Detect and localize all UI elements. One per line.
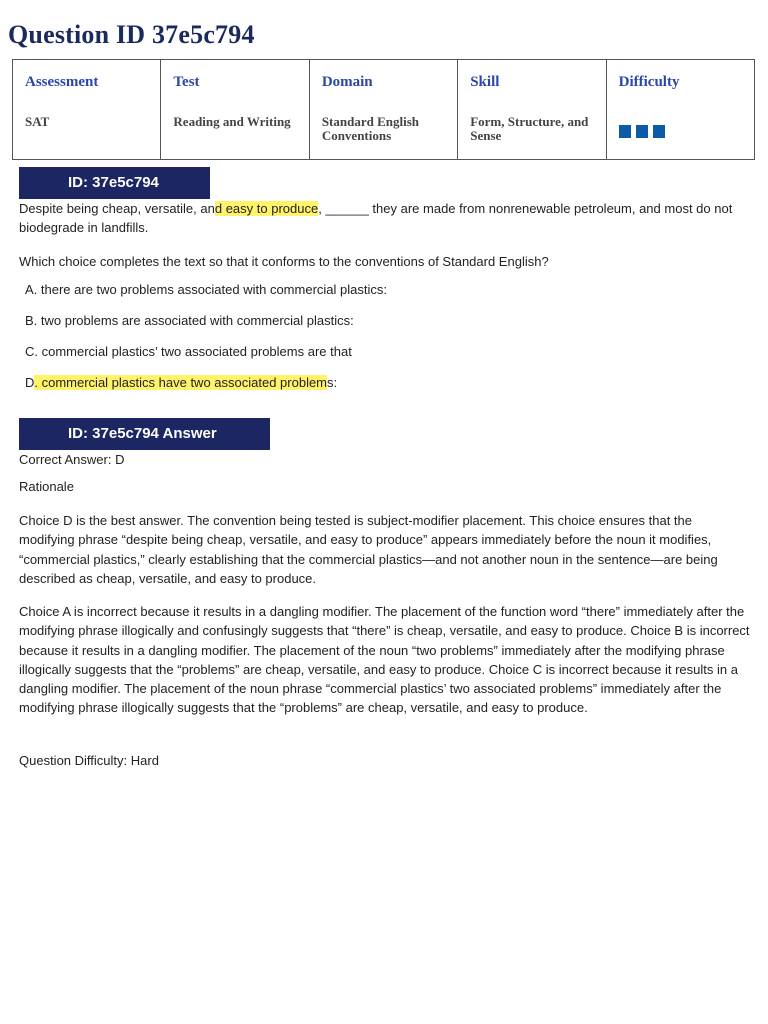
- choice-d-end: s:: [327, 375, 338, 390]
- meta-value-domain: Standard English Conventions: [321, 114, 419, 143]
- answer-id-banner: ID: 37e5c794 Answer: [19, 418, 270, 450]
- choice-b[interactable]: B. two problems are associated with commercial plastics:: [25, 313, 354, 328]
- question-difficulty: Question Difficulty: Hard: [19, 753, 159, 768]
- rationale-label: Rationale: [19, 479, 74, 494]
- correct-answer: Correct Answer: D: [19, 452, 125, 467]
- page-title: Question ID 37e5c794: [8, 20, 255, 49]
- rationale-paragraph-1: Choice D is the best answer. The convention being tested is subject-modifier placement. This choice ensures that the modifying phrase “despite being cheap, versatile, and easy to produce” appears immediately before the noun it modifies, “commercial plastics,” clearly establishing that the commercial plastics—and not another noun in the sentence—are being described as cheap, versatile, and easy to produce.: [19, 513, 718, 586]
- difficulty-square-icon: [636, 125, 648, 138]
- question-id-banner: ID: 37e5c794: [19, 167, 210, 199]
- meta-header-difficulty: Difficulty: [618, 74, 680, 90]
- question-prompt: Which choice completes the text so that it conforms to the conventions of Standard English?: [19, 254, 549, 269]
- meta-assessment: [13, 60, 161, 159]
- passage-text-end: , ______ they are made from nonrenewable petroleum, and most do not biodegrade in landfills.: [19, 201, 733, 236]
- passage-text-start: Despite being cheap, versatile, an: [19, 201, 215, 216]
- rationale-paragraph-2: Choice A is incorrect because it results in a dangling modifier. The placement of the function word “there” immediately after the modifying phrase illogically and confusingly suggests that “there” is cheap, versatile, and easy to produce. Choice B is incorrect because it results in a dangling modifier. The placement of the noun “two problems” immediately after the modifying phrase illogically suggests that the “problems” are cheap, versatile, and easy to produce. Choice C is incorrect because it results in a dangling modifier. The placement of the noun phrase “commercial plastics’ two associated problems” immediately after the modifying phrase illogically suggests that the “problems” are cheap, versatile, and easy to produce.: [19, 604, 750, 716]
- choice-d-letter: D: [25, 375, 35, 390]
- choice-d-highlight: . commercial plastics have two associated problem: [34, 375, 328, 390]
- choice-d[interactable]: [25, 373, 337, 392]
- question-passage: [19, 199, 751, 238]
- meta-value-skill: Form, Structure, and Sense: [470, 114, 589, 143]
- meta-test: [161, 60, 309, 159]
- meta-header-domain: Domain: [321, 74, 373, 90]
- meta-header-skill: Skill: [470, 74, 500, 90]
- meta-skill: [458, 60, 606, 159]
- question-metadata-table: [12, 59, 755, 160]
- meta-value-test: Reading and Writing: [173, 114, 291, 129]
- choice-a[interactable]: A. there are two problems associated with commercial plastics:: [25, 282, 387, 297]
- meta-value-assessment: SAT: [25, 114, 50, 129]
- meta-header-test: Test: [173, 74, 200, 90]
- meta-header-assessment: Assessment: [25, 74, 99, 90]
- difficulty-indicator: [619, 125, 665, 138]
- meta-domain: [310, 60, 458, 159]
- meta-difficulty: [607, 60, 754, 159]
- difficulty-square-icon: [653, 125, 665, 138]
- difficulty-square-icon: [619, 125, 631, 138]
- choice-c[interactable]: C. commercial plastics’ two associated problems are that: [25, 344, 352, 359]
- passage-highlight: d easy to produce: [214, 201, 319, 216]
